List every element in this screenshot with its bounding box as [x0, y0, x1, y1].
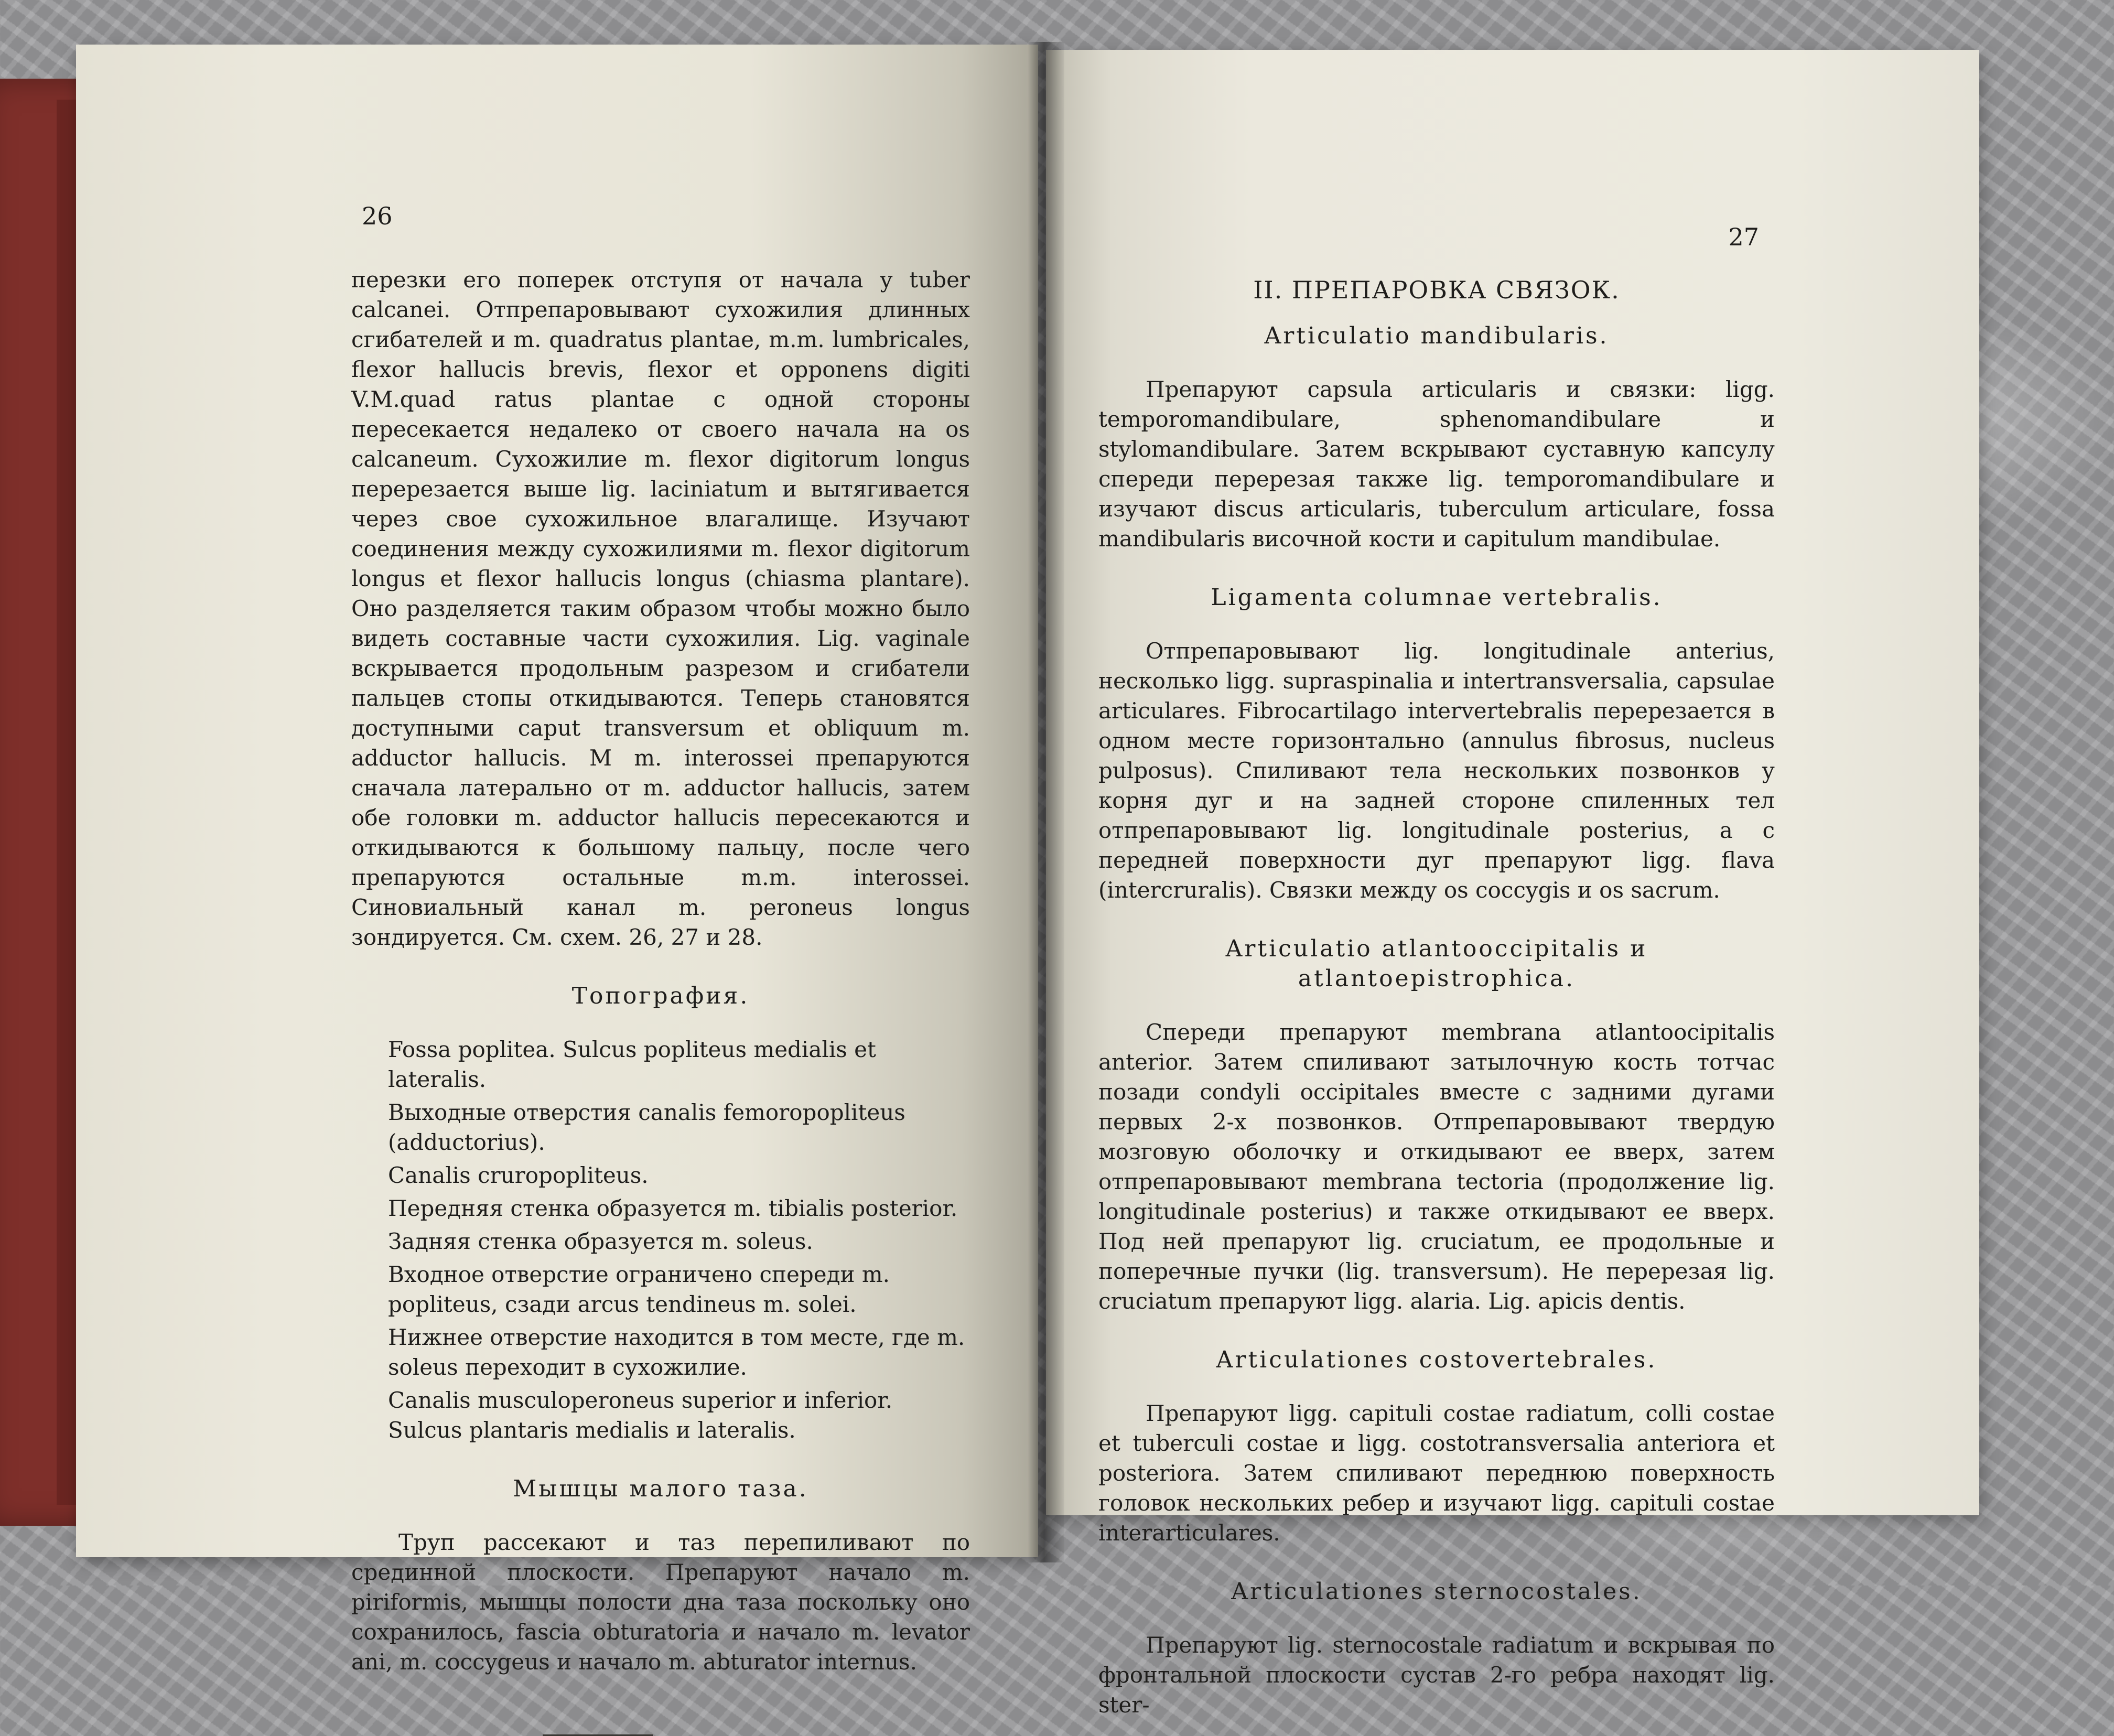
topography-line-2: Выходные отверстия canalis femoropopliteus (adductorius). [388, 1099, 905, 1155]
left-paragraph-pelvis: Труп рассекают и таз перепиливают по срединной плоскости. Препаруют начало m. piriformis, мышцы полости дна таза поскольку оно сохранилось, fascia obturatoria и начало m. levator ani, m. coccygeus и начало m. abturator internus. [351, 1529, 970, 1675]
right-paragraph-5: Препаруют lig. sternocostale radiatum и вскрывая по фронтальной плоскости сустав 2-го ребра находят lig. ster- [1098, 1632, 1775, 1718]
right-paragraph-4: Препаруют ligg. capituli costae radiatum, colli costae et tuberculi costae и ligg. costotransversalia anteriora et posteriora. Затем спиливают переднюю поверхность головок нескольких ребер и изучают ligg. capituli costae interarticulares. [1098, 1400, 1775, 1546]
right-paragraph-3: Спереди препаруют membrana atlantoocipitalis anterior. Затем спиливают затылочную кость тотчас позади condyli occipitales вместе с задними дугами первых 2-х позвонков. Отпрепаровывают твердую мозговую оболочку и откидывают ее вверх, затем отпрепаровывают membrana tectoria (продолжение lig. longitudinale posterius) и также откидывают ее вверх. Под ней препаруют lig. cruciatum, ее продольные и поперечные пучки (lig. transversum). Не перерезая lig. cruciatum препаруют ligg. alaria. Lig. apicis dentis. [1098, 1019, 1775, 1314]
book-gutter-shadow [1028, 42, 1064, 1562]
section-heading: II. ПРЕПАРОВКА СВЯЗОК. [1253, 276, 1620, 304]
heading-columnae: Ligamenta columnae vertebralis. [1211, 584, 1663, 611]
heading-atlanto: Articulatio atlantooccipitalis и atlantoepistrophica. [1225, 935, 1648, 992]
topography-line-8: Canalis musculoperoneus superior и inferior. Sulcus plantaris medialis и lateralis. [388, 1387, 893, 1443]
right-paragraph-1: Препаруют capsula articularis и связки: ligg. temporomandibulare, sphenomandibulare и stylomandibulare. Затем вскрывают суставную капсулу спереди перерезая также lig. temporomandibulare и изучают discus articularis, tuberculum articulare, fossa mandibularis височной кости и capitulum mandibulae. [1098, 376, 1775, 552]
heading-sternocostales: Articulationes sternocostales. [1231, 1578, 1642, 1605]
topography-line-3: Canalis cruropopliteus. [388, 1162, 649, 1188]
topography-line-7: Нижнее отверстие находится в том месте, где m. soleus переходит в сухожилие. [388, 1324, 965, 1380]
left-page-content [351, 265, 970, 1736]
heading-topography: Топография. [571, 983, 750, 1009]
right-page [1046, 50, 1979, 1718]
topography-line-1: Fossa poplitea. Sulcus popliteus medialis et lateralis. [388, 1037, 876, 1092]
topography-list [388, 1034, 970, 1445]
topography-line-4: Передняя стенка образуется m. tibialis posterior. [388, 1195, 958, 1221]
right-page-content [1098, 275, 1775, 1720]
right-paragraph-2: Отпрепаровывают lig. longitudinale anterius, несколько ligg. supraspinalia и intertransversalia, capsulae articulares. Fibrocartilago intervertebralis перерезается в одном месте горизонтально (annulus fibrosus, nucleus pulposus). Спиливают тела нескольких позвонков у корня дуг и на задней стороне спиленных тел отпрепаровывают lig. longitudinale posterius, а с передней поверхности дуг препаруют ligg. flava (intercruralis). Связки между os coccygis и os sacrum. [1098, 638, 1775, 903]
left-page [76, 45, 1038, 1675]
heading-mandibularis: Articulatio mandibularis. [1264, 322, 1609, 349]
page-number-right: 27 [1728, 223, 1759, 251]
heading-pelvis: Мышцы малого таза. [513, 1475, 808, 1502]
book-cover-edge [57, 100, 78, 1505]
topography-line-5: Задняя стенка образуется m. soleus. [388, 1228, 813, 1254]
heading-costovertebrales: Articulationes costovertebrales. [1216, 1346, 1657, 1373]
left-paragraph-1: перезки его поперек отступя от начала у tuber calcanei. Отпрепаровывают сухожилия длинных сгибателей и m. quadratus plantae, m.m. lumbricales, flexor hallucis brevis, flexor et opponens digiti V.M.quad ratus plantae с одной стороны пересекается недалеко от своего начала на os calcaneum. Сухожилие m. flexor digitorum longus перерезается выше lig. laciniatum и вытягивается через свое сухожильное влагалище. Изучают соединения между сухожилиями m. flexor digitorum longus et flexor hallucis longus (chiasma plantare). Оно разделяется таким образом чтобы можно было видеть составные части сухожилия. Lig. vaginale вскрывается продольным разрезом и сгибатели пальцев стопы откидываются. Теперь становятся доступными caput transversum et obliquum m. adductor hallucis. M m. interossei препаруются сначала латерально от m. adductor hallucis, затем обе головки m. adductor hallucis пересекаются и откидываются к большому пальцу, после чего препаруются остальные m.m. interossei. Синовиальный канал m. peroneus longus зондируется. См. схем. 26, 27 и 28. [351, 267, 970, 950]
topography-line-6: Входное отверстие ограничено спереди m. popliteus, сзади arcus tendineus m. solei. [388, 1261, 890, 1317]
page-number-left: 26 [362, 202, 393, 230]
